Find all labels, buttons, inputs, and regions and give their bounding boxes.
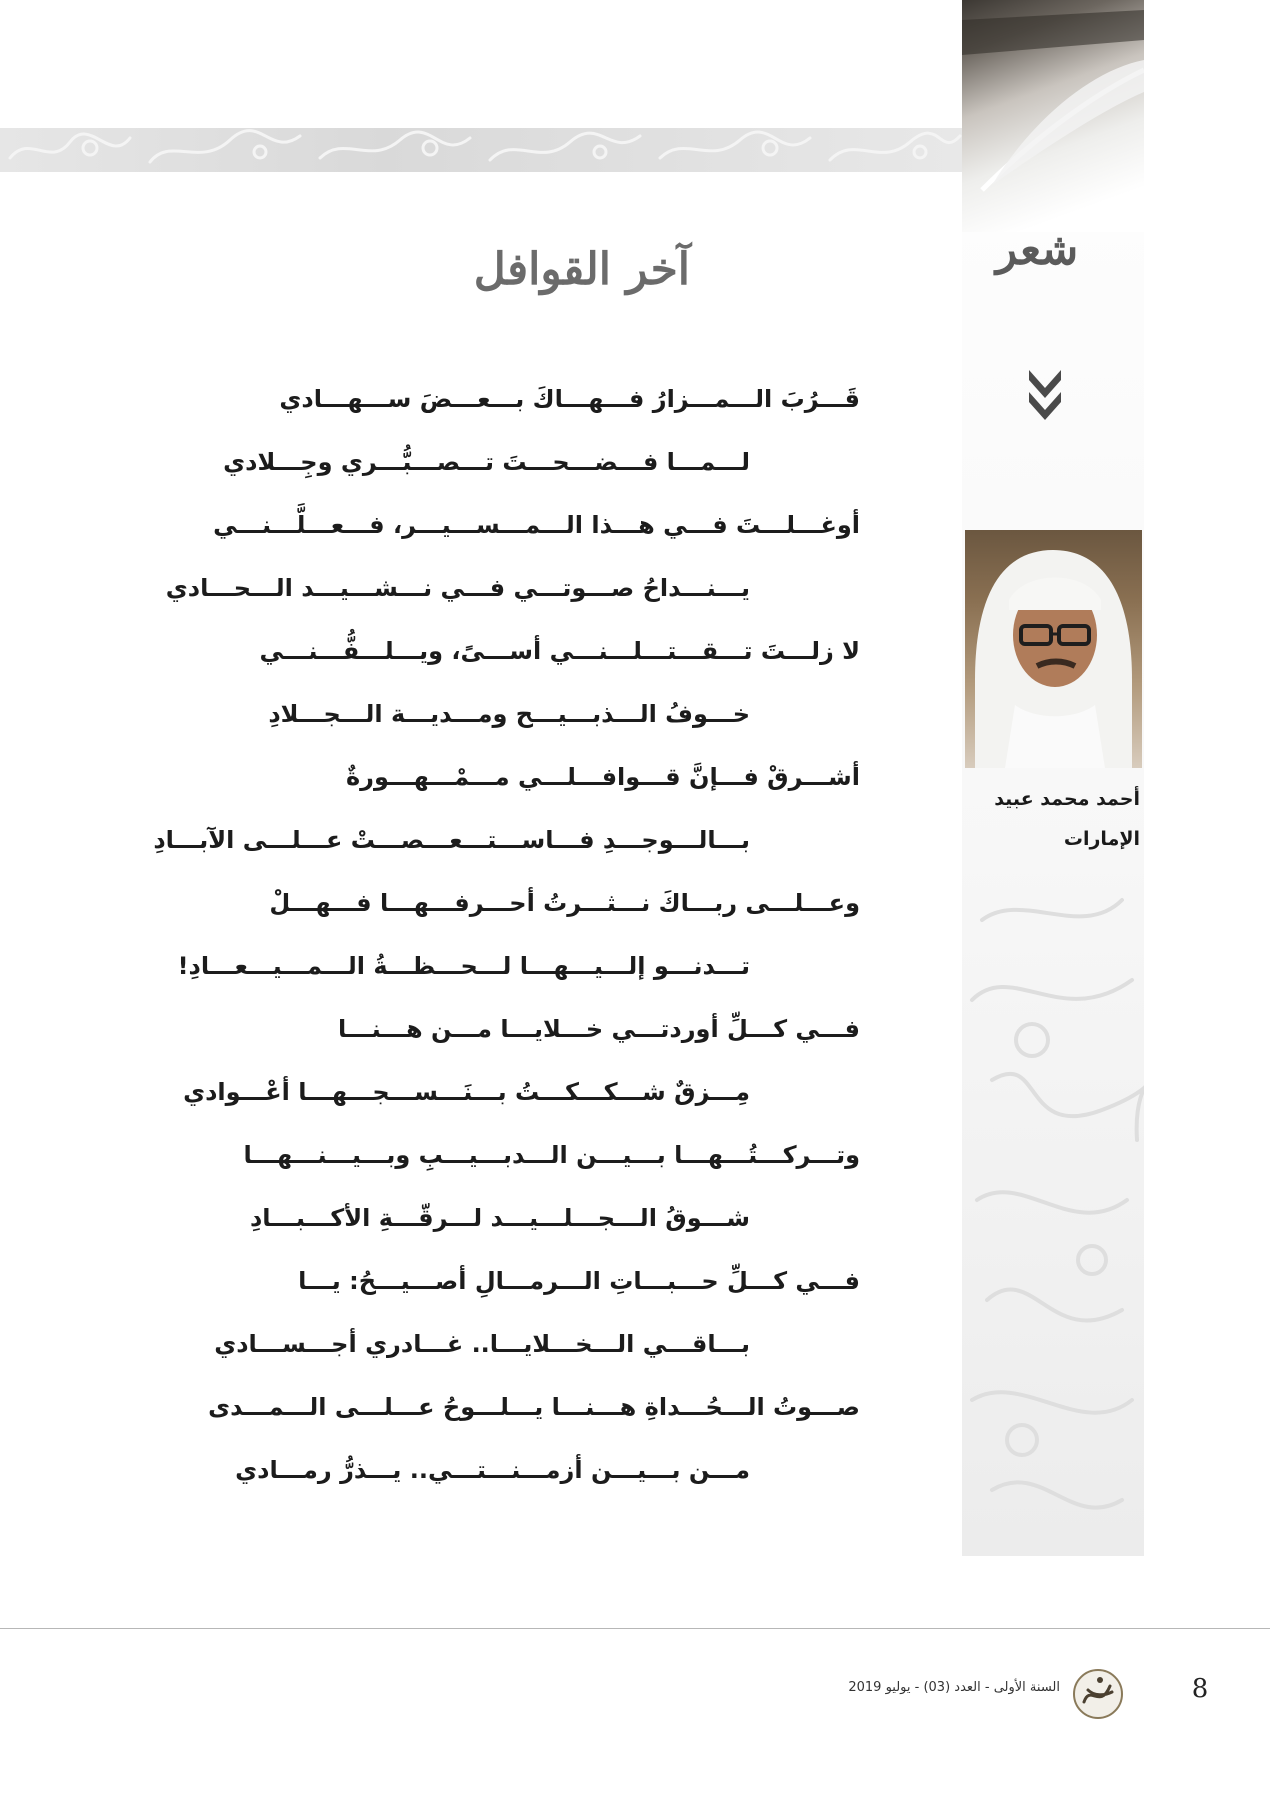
- author-photo: [965, 530, 1142, 768]
- poem-line: مِـــزقٌ شـــكـــكـــتُ بـــنَـــســـجـــهـــا أعْـــوادي: [183, 1078, 750, 1106]
- issue-info: السنة الأولى - العدد (03) - يوليو 2019: [848, 1680, 1060, 1695]
- poem-line: أشـــرقْ فـــإنَّ قـــوافـــلـــي مـــمْـــهـــورةٌ: [346, 763, 860, 791]
- poem-line: قَـــرُبَ الـــمـــزارُ فـــهـــاكَ بـــعـــضَ ســـهـــادي: [279, 385, 860, 413]
- calligraphy-background-art: [962, 880, 1144, 1556]
- poem-line: يـــنـــداحُ صـــوتـــي فـــي نـــشـــيـــد الـــحـــادي: [165, 574, 750, 602]
- section-label: شعر: [995, 224, 1079, 275]
- poem-line: شـــوقُ الـــجـــلـــيـــد لـــرقّـــةِ الأكـــبـــادِ: [249, 1204, 750, 1232]
- poem-title: آخر القوافل: [473, 244, 690, 295]
- poem-line: فـــي كـــلِّ حـــبـــاتِ الـــرمـــالِ أصـــيـــحُ: يـــا: [298, 1267, 860, 1295]
- page-number: 8: [1191, 1674, 1209, 1704]
- author-country: الإمارات: [1063, 828, 1140, 850]
- poem-line: تـــدنـــو إلـــيـــهـــا لـــحـــظـــةُ الـــمـــيـــعـــادِ!: [177, 952, 750, 980]
- magazine-logo-icon: [1070, 1666, 1126, 1722]
- poem-line: بـــالـــوجـــدِ فـــاســـتـــعـــصـــتْ عـــلـــى الآبـــادِ: [153, 826, 750, 854]
- poem-line: بـــاقـــي الـــخـــلايـــا.. غـــادري أجـــســـادي: [214, 1330, 750, 1358]
- poem-line: فـــي كـــلِّ أوردتـــي خـــلايـــا مـــن هـــنـــا: [337, 1015, 860, 1043]
- poem-line: لا زلـــتَ تـــقـــتـــلـــنـــي أســـىً، ويـــلـــفُّـــنـــي: [259, 637, 860, 665]
- double-chevron-down-icon: [1026, 366, 1064, 422]
- poem-line: مـــن بـــيـــن أزمـــنـــتـــي.. يـــذرُّ رمـــادي: [235, 1456, 750, 1484]
- poem-line: وعـــلـــى ربـــاكَ نـــثـــرتُ أحـــرفـــهـــا فـــهـــلْ: [269, 889, 860, 917]
- calligraphy-band: [0, 128, 962, 172]
- poem-line: خـــوفُ الـــذبـــيـــح ومـــديـــة الـــجـــلادِ: [268, 700, 750, 728]
- poem-line: صـــوتُ الـــحُـــداةِ هـــنـــا يـــلـــوحُ عـــلـــى الـــمـــدى: [208, 1393, 860, 1421]
- feather-quill-image: [962, 0, 1144, 232]
- poem-line: وتـــركـــتُـــهـــا بـــيـــن الـــدبـــيـــبِ وبـــيـــنـــهـــا: [243, 1141, 860, 1169]
- author-name: أحمد محمد عبيد: [994, 788, 1140, 810]
- footer-divider: [0, 1628, 1270, 1629]
- poem-body: [153, 378, 860, 1518]
- poem-line: أوغـــلـــتَ فـــي هـــذا الـــمـــســـيـــر، فـــعـــلَّـــنـــي: [213, 511, 860, 539]
- poem-line: لـــمـــا فـــضـــحـــتَ تـــصـــبُّـــري وجِـــلادي: [223, 448, 750, 476]
